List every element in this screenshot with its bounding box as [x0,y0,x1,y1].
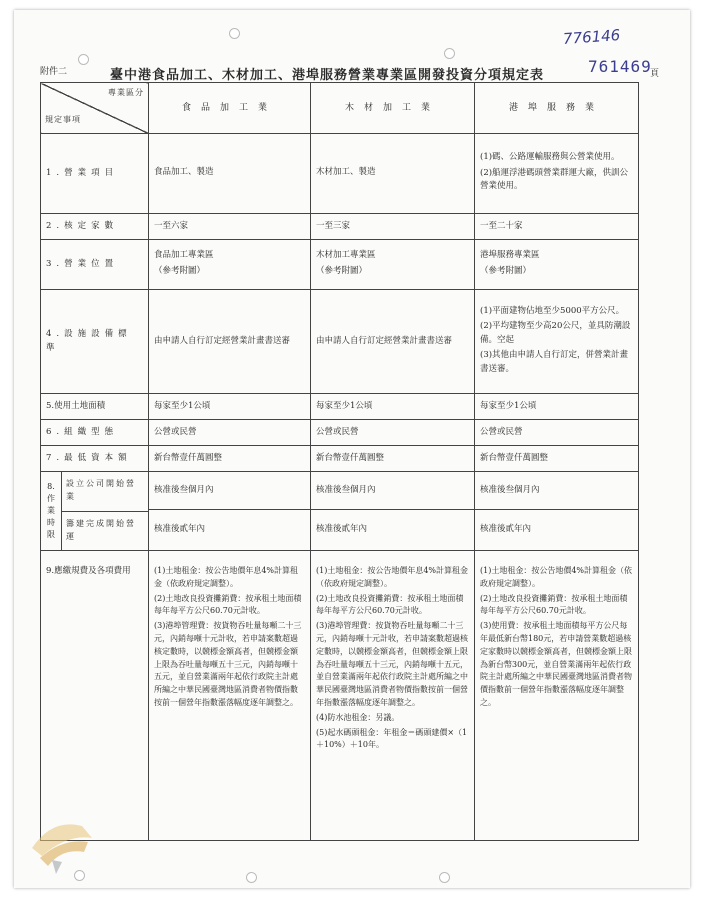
header-col-wood: 木材加工業 [311,83,475,134]
punch-hole [444,48,455,59]
table-cell: 新台幣壹仟萬圓整 [475,446,639,472]
cell-text: (2)船運浮港碼頭營業群運大廠，供訓公營業使用。 [480,167,629,192]
table-cell: 新台幣壹仟萬圓整 [311,446,475,472]
cell-text: 食品加工、製造 [154,166,214,177]
annex-label: 附件二 [40,67,68,77]
punch-hole [246,872,257,883]
label-char: 時 [47,518,55,527]
table-cell: 每家至少1公頃 [149,394,311,420]
table-cell: 核准後貳年內 [149,510,311,551]
row-label: 5.使用土地面積 [41,394,149,420]
table-row [41,446,639,472]
table-row [41,394,639,420]
cell-text: (3)港埠管理費：按貨物吞吐量每噸二十三元，內銷每噸十元計收，若申請案數超過核定數時，以競標金額高者，但競標金額上限為吞吐量每噸五十三元，內銷每噸十五元，並自營業滿兩年起依行政院主計處所編之中華民國臺灣地區消費者物價指數按前一個營年指數漲落幅度逐年調整之。 [154,621,302,707]
row-label: 1.營業項目 [41,134,149,214]
table-cell [311,134,475,214]
table-cell: 公營或民營 [311,420,475,446]
row-label: 6.組織型態 [41,420,149,446]
time-limit-label [41,472,62,550]
cell-text: (1)平面建物佔地至少5000平方公尺。 [480,305,625,316]
header-corner [41,83,149,134]
row-label-time-limit [41,472,149,551]
cell-text: (2)土地改良投資攤銷費：按承租土地面積每年每平方公尺60.70元計收。 [480,593,628,616]
punch-hole [439,872,450,883]
stamp-number: 761469 [588,57,652,76]
table-cell: 核准後貳年內 [311,510,475,551]
table-cell: 核准後叁個月內 [311,472,475,510]
table-cell [475,551,639,841]
table-cell: 一至三家 [311,214,475,240]
archive-logo-icon [22,808,102,878]
table-cell [149,134,311,214]
row-label: 2.核定家數 [41,214,149,240]
cell-text: (2)平均建物至少高20公尺，並具防潮設備。空起 [480,321,631,345]
table-cell: 核准後叁個月內 [475,472,639,510]
punch-hole [78,54,89,65]
header-row [41,83,639,134]
cell-text: (4)防水池租金：另議。 [316,712,400,722]
table-row [41,134,639,214]
punch-hole [229,28,240,39]
cell-text: (3)使用費：按承租土地面積每平方公尺每年最低新台幣180元，若申請營業數超過核定家數時以競標金額高者，但競標金額上限為新台幣300元，並自營業滿兩年起依行政院主計處所編之中華民國臺灣地區消費者物價指數前一個營年指數漲落幅度逐年調整之。 [480,621,632,707]
table-row [41,240,639,290]
table-cell: 由申請人自行訂定經營業計畫書送審 [311,290,475,394]
table-cell [149,240,311,290]
row-label: 7.最低資本額 [41,446,149,472]
table-cell: 核准後叁個月內 [149,472,311,510]
row-label: 9.應繳規費及各項費用 [41,551,149,841]
table-cell [475,134,639,214]
table-row [41,214,639,240]
row-label: 4.設施設備標準 [41,290,149,394]
table-cell [475,240,639,290]
cell-text: (1)土地租金：按公告地價4%計算租金（依政府規定調整）。 [480,566,633,588]
table-cell: 核准後貳年內 [475,510,639,551]
label-char: 限 [47,530,55,539]
table-row [41,551,639,841]
sub-label-operate: 籌建完成開始營運 [66,518,136,541]
table-cell [311,551,475,841]
cell-text: （參考附圖） [316,265,368,276]
cell-text: 港埠服務專業區 [480,249,540,260]
cell-text: (3)其他由申請人自行訂定，併營業計畫書送審。 [480,350,629,374]
page-number: 頁 [650,69,660,79]
cell-text: (1)碼、公路運輸服務與公營業使用。 [480,152,620,163]
cell-text: 木材加工專業區 [316,249,376,260]
label-char: 8. [47,482,55,491]
cell-text: (2)土地改良投資攤銷費：按承租土地面積每年每平方公尺60.70元計收。 [154,593,302,616]
table-cell: 公營或民營 [475,420,639,446]
header-col-food: 食品加工業 [149,83,311,134]
cell-text: (5)起水碼頭租金：年租金＝碼頭建價×（1＋10%）＋10年。 [316,727,468,750]
handwritten-number: 776146 [562,26,621,48]
corner-bottom-label: 規定事項 [45,115,81,125]
row-label: 3.營業位置 [41,240,149,290]
cell-text: （參考附圖） [480,265,532,276]
table-row [41,420,639,446]
label-char: 作 [47,494,55,503]
table-row [41,472,639,510]
cell-text: 木材加工、製造 [316,166,376,177]
table-cell: 新台幣壹仟萬圓整 [149,446,311,472]
table-cell [475,290,639,394]
cell-text: (1)土地租金：按公告地價年息4%計算租金（依政府規定調整）。 [154,566,299,588]
header-col-port: 港埠服務業 [475,83,639,134]
corner-top-label: 專業區分 [108,88,144,97]
regulation-table [40,82,639,841]
cell-text: （參考附圖） [154,265,206,276]
cell-text: (1)土地租金：按公告地價年息4%計算租金（依政府規定調整）。 [316,566,469,588]
table-cell: 由申請人自行訂定經營業計畫書送審 [149,290,311,394]
cell-text: 食品加工專業區 [154,249,214,260]
label-char: 業 [47,506,55,515]
table-cell: 一至六家 [149,214,311,240]
cell-text: (2)土地改良投資攤銷費：按承租土地面積每年每平方公尺60.70元計收。 [316,593,464,616]
table-cell: 一至二十家 [475,214,639,240]
table-cell: 每家至少1公頃 [475,394,639,420]
cell-text: (3)港埠管理費：按貨物吞吐量每噸二十三元，內銷每噸十元計收，若申請案數超過核定數時，以競標金額高者，但競標金額上限為吞吐量每噸五十三元，內銷每噸十五元，並自營業滿兩年起依行政院主計處所編之中華民國臺灣地區消費者物價指數按前一個營年指數漲落幅度逐年調整之。 [316,621,468,707]
table-cell: 每家至少1公頃 [311,394,475,420]
table-cell [311,240,475,290]
table-cell [149,551,311,841]
table-cell: 公營或民營 [149,420,311,446]
sub-label-open: 設立公司開始營業 [62,472,148,512]
document-title: 臺中港食品加工、木材加工、港埠服務營業專業區開發投資分項規定表 [110,68,545,83]
table-row [41,290,639,394]
